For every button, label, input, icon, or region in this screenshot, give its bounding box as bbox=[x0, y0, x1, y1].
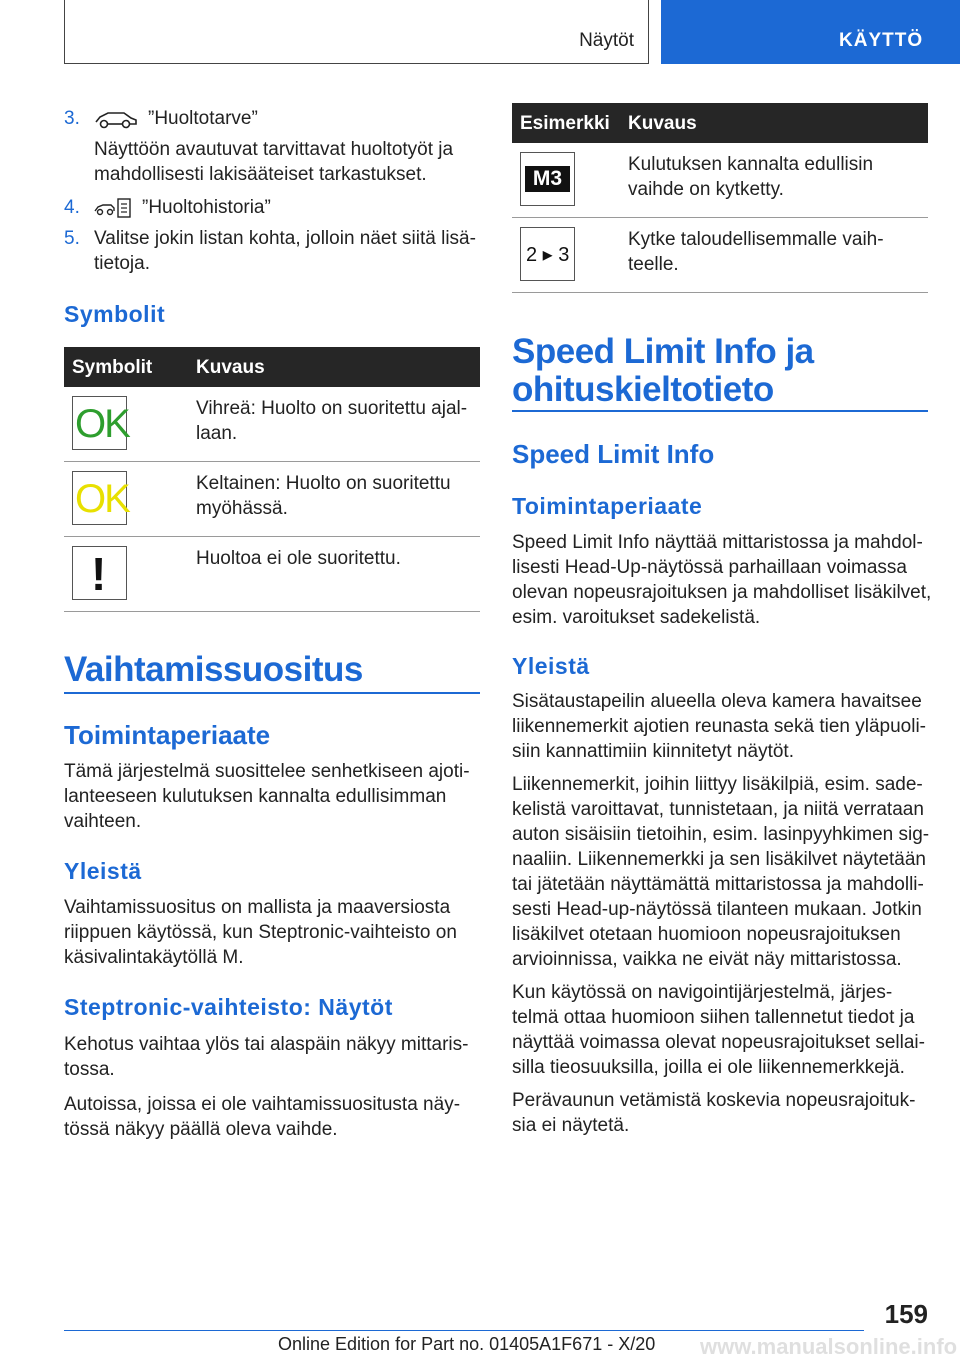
table-cell-description bbox=[196, 546, 401, 571]
header-chapter-box bbox=[661, 0, 960, 64]
text-line: arvioinnissa, vaikka ne eivät näy mittaristossa. bbox=[512, 949, 902, 970]
examples-table bbox=[512, 103, 928, 275]
footer-edition: Online Edition for Part no. 01405A1F671 - X/20 bbox=[278, 1334, 656, 1354]
text-line: Sisätaustapeilin alueella oleva kamera havaitsee bbox=[512, 691, 922, 712]
shift-up-icon: 2 ▸ 3 bbox=[520, 227, 575, 281]
step-title: ”Huoltotarve” bbox=[148, 108, 258, 129]
vaihtamis-title: Vaihtamissuositus bbox=[64, 650, 363, 689]
cell-line: teelle. bbox=[628, 254, 679, 275]
step-number: 4. bbox=[64, 197, 80, 218]
text-line: tössä näkyy päällä oleva vaihde. bbox=[64, 1119, 338, 1140]
footer-rule bbox=[64, 1330, 864, 1331]
text-line: olevan nopeusrajoituksen ja mahdolliset lisäkilvet, bbox=[512, 582, 932, 603]
table-cell-description bbox=[196, 471, 451, 521]
ok-green-icon: OK bbox=[72, 396, 127, 450]
page-number: 159 bbox=[884, 1299, 928, 1329]
text-line: näyttää voimassa olevat nopeusrajoitukset sellai- bbox=[512, 1032, 925, 1053]
speed-principle-text bbox=[512, 530, 942, 630]
title-rule bbox=[512, 410, 928, 412]
gear-m3-icon: M3 bbox=[520, 152, 575, 206]
row-divider bbox=[64, 461, 480, 462]
cell-line: Keltainen: Huolto on suoritettu bbox=[196, 473, 451, 494]
step-number: 5. bbox=[64, 228, 80, 249]
text-line: Vaihtamissuositus on mallista ja maaversiosta bbox=[64, 897, 451, 918]
table-cell-description bbox=[628, 227, 884, 277]
title-rule bbox=[64, 692, 480, 694]
text-line: vaihteen. bbox=[64, 811, 142, 832]
header-cell-description: Kuvaus bbox=[628, 113, 697, 134]
cell-line: myöhässä. bbox=[196, 498, 288, 519]
step-number: 3. bbox=[64, 108, 80, 129]
speed-general-heading: Yleistä bbox=[512, 653, 590, 679]
cell-line: Huoltoa ei ole suoritettu. bbox=[196, 548, 401, 569]
table-cell-description bbox=[628, 152, 873, 202]
step-description bbox=[94, 137, 453, 187]
steptronic-text-1 bbox=[64, 1032, 480, 1082]
cell-line: Kulutuksen kannalta edullisin bbox=[628, 154, 874, 175]
vaihtamis-principle-heading: Toimintaperiaate bbox=[64, 720, 271, 750]
step-text bbox=[94, 226, 476, 276]
speed-paragraph-2 bbox=[512, 772, 942, 972]
ok-yellow-icon: OK bbox=[72, 471, 127, 525]
text-line: riippuen käytössä, kun Steptronic-vaihteisto on bbox=[64, 922, 457, 943]
cell-line: Kytke taloudellisemmalle vaih- bbox=[628, 229, 884, 250]
text-line: käsivalintakäytöllä M. bbox=[64, 947, 244, 968]
row-divider bbox=[512, 217, 928, 218]
row-divider bbox=[64, 536, 480, 537]
text-line: Liikennemerkit, joihin liittyy lisäkilpiä, esim. sade- bbox=[512, 774, 923, 795]
table-header bbox=[512, 103, 928, 143]
text-line: Speed Limit Info näyttää mittaristossa ja mahdol- bbox=[512, 532, 923, 553]
text-line: esim. varoitukset sadekelistä. bbox=[512, 607, 761, 628]
speed-paragraph-1 bbox=[512, 689, 942, 764]
service-history-icon bbox=[94, 197, 134, 226]
header-section-title: Näytöt bbox=[579, 30, 634, 51]
text-line: lisesti Head-Up-näytössä parhaillaan voimassa bbox=[512, 557, 907, 578]
exclamation-icon: ! bbox=[72, 546, 127, 600]
speed-subheading: Speed Limit Info bbox=[512, 439, 715, 469]
watermark: www.manualsonline.info bbox=[700, 1334, 958, 1359]
text-line: kelistä varoittavat, tunnistetaan, ja niitä verrataan bbox=[512, 799, 924, 820]
table-header bbox=[64, 347, 480, 387]
symbols-heading: Symbolit bbox=[64, 301, 166, 327]
desc-line: mahdollisesti lakisääteiset tarkastukset. bbox=[94, 164, 427, 185]
cell-line: Vihreä: Huolto on suoritettu ajal- bbox=[196, 398, 468, 419]
text-line: Autoissa, joissa ei ole vaihtamissuositusta näy- bbox=[64, 1094, 461, 1115]
title-line: Speed Limit Info ja bbox=[512, 332, 814, 371]
text-line: Perävaunun vetämistä koskevia nopeusrajoituk- bbox=[512, 1090, 916, 1111]
header-cell-symbols: Symbolit bbox=[72, 357, 153, 378]
cell-line: vaihde on kytketty. bbox=[628, 179, 784, 200]
speed-paragraph-4 bbox=[512, 1088, 942, 1138]
text-line: telmä ottaa huomioon siihen tallennetut tiedot ja bbox=[512, 1007, 915, 1028]
steptronic-heading: Steptronic-vaihteisto: Näytöt bbox=[64, 994, 393, 1020]
step-line: Valitse jokin listan kohta, jolloin näet siitä lisä- bbox=[94, 228, 476, 249]
header-cell-example: Esimerkki bbox=[520, 113, 610, 134]
text-line: tossa. bbox=[64, 1059, 115, 1080]
car-service-icon bbox=[94, 108, 138, 137]
text-line: liikennemerkit ajotien reunasta sekä tien yläpuoli- bbox=[512, 716, 927, 737]
text-line: naaliin. Liikennemerkki ja sen lisäkilvet näytetään bbox=[512, 849, 927, 870]
text-line: sia ei näytetä. bbox=[512, 1115, 630, 1136]
desc-line: Näyttöön avautuvat tarvittavat huoltotyöt ja bbox=[94, 139, 454, 160]
text-line: auton sisäisiin tietoihin, esim. lasinpyyhkimen sig- bbox=[512, 824, 930, 845]
title-line: ohituskieltotieto bbox=[512, 370, 774, 409]
vaihtamis-principle-text bbox=[64, 759, 480, 834]
vaihtamis-general-heading: Yleistä bbox=[64, 858, 142, 884]
table-cell-description bbox=[196, 396, 467, 446]
steptronic-text-2 bbox=[64, 1092, 480, 1142]
text-line: Kehotus vaihtaa ylös tai alaspäin näkyy mittaris- bbox=[64, 1034, 469, 1055]
text-line: Kun käytössä on navigointijärjestelmä, järjes- bbox=[512, 982, 893, 1003]
text-line: lisäkilvet otetaan huomioon nopeusrajoituksen bbox=[512, 924, 901, 945]
text-line: silla tieosuuksilla, joilla ei ole liikennemerkkejä. bbox=[512, 1057, 905, 1078]
header-cell-description: Kuvaus bbox=[196, 357, 265, 378]
step-line: tietoja. bbox=[94, 253, 150, 274]
header-chapter-title: KÄYTTÖ bbox=[839, 30, 924, 51]
text-line: siin kannattimiin kiinnitetyt näytöt. bbox=[512, 741, 794, 762]
step-title: ”Huoltohistoria” bbox=[142, 197, 271, 218]
speed-title bbox=[512, 333, 814, 409]
speed-principle-heading: Toimintaperiaate bbox=[512, 493, 703, 519]
text-line: lanteeseen kulutuksen kannalta edullisimman bbox=[64, 786, 447, 807]
vaihtamis-general-text bbox=[64, 895, 480, 970]
text-line: sesti Head-up-näytössä tilanteen mukaan. Jotkin bbox=[512, 899, 922, 920]
symbols-table bbox=[64, 347, 480, 600]
text-line: tai jätetään näyttämättä mittaristossa ja mahdolli- bbox=[512, 874, 924, 895]
cell-line: laan. bbox=[196, 423, 238, 444]
header-section-box bbox=[64, 0, 649, 64]
row-divider bbox=[512, 292, 928, 293]
speed-paragraph-3 bbox=[512, 980, 942, 1080]
text-line: Tämä järjestelmä suosittelee senhetkiseen ajoti- bbox=[64, 761, 470, 782]
row-divider bbox=[64, 611, 480, 612]
